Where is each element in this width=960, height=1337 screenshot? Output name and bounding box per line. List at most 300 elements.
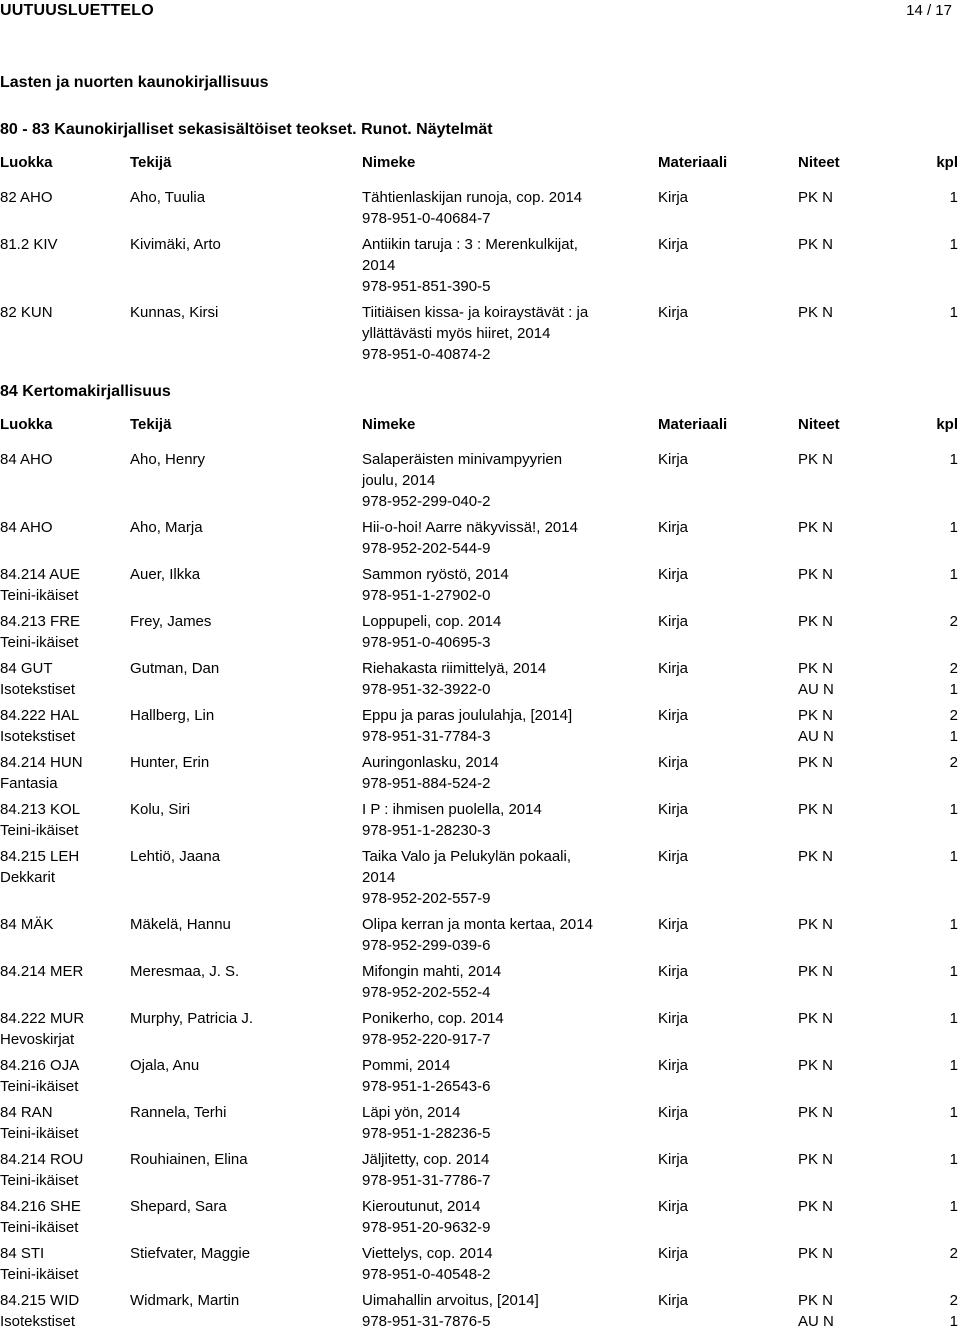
kpl-cell: [950, 914, 958, 935]
niteet-cell-line: PK N: [798, 304, 834, 321]
kpl-cell: [950, 705, 958, 747]
column-materiaali: Materiaali: [658, 416, 728, 433]
materiaali-cell: Kirja: [658, 1198, 689, 1215]
nimeke-cell-line: 978-951-0-40548-2: [362, 1266, 491, 1283]
tekija-cell: Lehtiö, Jaana: [130, 848, 221, 865]
luokka-cell-line: Hevoskirjat: [0, 1031, 75, 1048]
table-row: [0, 517, 960, 564]
kpl-cell: [950, 1290, 958, 1332]
nimeke-cell-line: Läpi yön, 2014: [362, 1104, 461, 1121]
table-row: [0, 1055, 960, 1102]
spacer: [0, 404, 960, 416]
nimeke-cell-line: Sammon ryöstö, 2014: [362, 566, 509, 583]
nimeke-cell: [362, 914, 593, 956]
luokka-cell-line: 84.216 SHE: [0, 1198, 81, 1215]
luokka-cell: [0, 1102, 78, 1144]
nimeke-cell-line: 978-951-0-40874-2: [362, 346, 491, 363]
luokka-cell-line: 84.222 HAL: [0, 707, 80, 724]
luokka-cell: [0, 705, 79, 747]
kpl-cell-line: 2: [949, 1245, 958, 1262]
kpl-cell-line: 1: [949, 963, 958, 980]
nimeke-cell-line: I P : ihmisen puolella, 2014: [362, 801, 542, 818]
spacer: [0, 438, 960, 449]
column-niteet: Niteet: [798, 154, 840, 171]
nimeke-cell-line: Ponikerho, cop. 2014: [362, 1010, 504, 1027]
nimeke-cell-line: Pommi, 2014: [362, 1057, 451, 1074]
kpl-cell-line: 1: [949, 566, 958, 583]
luokka-cell: [0, 1290, 79, 1332]
luokka-cell-line: 84.213 KOL: [0, 801, 81, 818]
tekija-cell: Widmark, Martin: [130, 1292, 240, 1309]
nimeke-cell-line: 978-951-1-28236-5: [362, 1125, 491, 1142]
nimeke-cell: [362, 564, 509, 606]
nimeke-cell: [362, 1055, 490, 1097]
table-row: [0, 658, 960, 705]
materiaali-cell: Kirja: [658, 304, 689, 321]
luokka-cell-line: 84 AHO: [0, 519, 53, 536]
page-number: 14 / 17: [906, 2, 952, 19]
nimeke-cell: [362, 1008, 504, 1050]
materiaali-cell: Kirja: [658, 1292, 689, 1309]
niteet-cell-line: PK N: [798, 1292, 834, 1309]
luokka-cell: [0, 799, 80, 841]
nimeke-cell-line: 978-951-851-390-5: [362, 278, 491, 295]
niteet-cell: [798, 752, 833, 773]
table-row: [0, 705, 960, 752]
nimeke-cell-line: Jäljitetty, cop. 2014: [362, 1151, 490, 1168]
niteet-cell-line: PK N: [798, 1104, 834, 1121]
table-row: [0, 1290, 960, 1337]
nimeke-cell-line: Tiitiäisen kissa- ja koiraystävät : ja: [362, 304, 589, 321]
nimeke-cell-line: 978-952-220-917-7: [362, 1031, 491, 1048]
table-row: [0, 1243, 960, 1290]
table-row: [0, 752, 960, 799]
nimeke-cell-line: Riehakasta riimittelyä, 2014: [362, 660, 547, 677]
nimeke-cell-line: 978-951-20-9632-9: [362, 1219, 491, 1236]
materiaali-cell: Kirja: [658, 754, 689, 771]
kpl-cell-line: 2: [949, 660, 958, 677]
nimeke-cell-line: 978-951-32-3922-0: [362, 681, 491, 698]
luokka-cell: [0, 1149, 83, 1191]
table-row: [0, 187, 960, 234]
nimeke-cell-line: Kieroutunut, 2014: [362, 1198, 481, 1215]
luokka-cell: [0, 449, 53, 470]
materiaali-cell: Kirja: [658, 707, 689, 724]
niteet-cell: [798, 658, 834, 700]
nimeke-cell: [362, 611, 501, 653]
section-title: 84 Kertomakirjallisuus: [0, 383, 171, 400]
luokka-cell: [0, 752, 83, 794]
niteet-cell: [798, 1055, 833, 1076]
luokka-cell-line: 84 STI: [0, 1245, 45, 1262]
nimeke-cell: [362, 799, 542, 841]
luokka-cell: [0, 234, 58, 255]
tekija-cell: Ojala, Anu: [130, 1057, 200, 1074]
niteet-cell: [798, 1290, 834, 1332]
nimeke-cell: [362, 234, 578, 297]
materiaali-cell: Kirja: [658, 963, 689, 980]
materiaali-cell: Kirja: [658, 916, 689, 933]
niteet-cell: [798, 1102, 833, 1123]
nimeke-cell-line: 978-952-202-552-4: [362, 984, 491, 1001]
kpl-cell: [950, 187, 958, 208]
table-row: [0, 1008, 960, 1055]
luokka-cell: [0, 914, 53, 935]
niteet-cell-line: PK N: [798, 613, 834, 630]
nimeke-cell-line: Auringonlasku, 2014: [362, 754, 499, 771]
nimeke-cell-line: 978-951-31-7876-5: [362, 1313, 491, 1330]
niteet-cell-line: PK N: [798, 236, 834, 253]
nimeke-cell-line: Antiikin taruja : 3 : Merenkulkijat,: [362, 236, 578, 253]
column-nimeke: Nimeke: [362, 416, 416, 433]
luokka-cell-line: 84 GUT: [0, 660, 53, 677]
niteet-cell-line: PK N: [798, 1198, 834, 1215]
kpl-cell: [950, 611, 958, 632]
materiaali-cell: Kirja: [658, 1151, 689, 1168]
luokka-cell-line: 84.214 AUE: [0, 566, 81, 583]
materiaali-cell: Kirja: [658, 1057, 689, 1074]
luokka-cell-line: Teini-ikäiset: [0, 1219, 79, 1236]
nimeke-cell-line: 2014: [362, 257, 396, 274]
kpl-cell: [950, 1055, 958, 1076]
luokka-cell: [0, 1055, 79, 1097]
tekija-cell: Rouhiainen, Elina: [130, 1151, 248, 1168]
kpl-cell: [950, 517, 958, 538]
niteet-cell: [798, 914, 833, 935]
niteet-cell: [798, 961, 833, 982]
nimeke-cell: [362, 302, 588, 365]
luokka-cell-line: 84 MÄK: [0, 916, 54, 933]
niteet-cell-line: PK N: [798, 566, 834, 583]
tekija-cell: Hallberg, Lin: [130, 707, 215, 724]
luokka-cell-line: Teini-ikäiset: [0, 634, 79, 651]
table-row: [0, 449, 960, 517]
niteet-cell: [798, 799, 833, 820]
tekija-cell: Auer, Ilkka: [130, 566, 201, 583]
table-row: [0, 961, 960, 1008]
nimeke-cell-line: Viettelys, cop. 2014: [362, 1245, 493, 1262]
luokka-cell-line: Teini-ikäiset: [0, 1078, 79, 1095]
luokka-cell-line: 84.215 WID: [0, 1292, 80, 1309]
column-niteet: Niteet: [798, 416, 840, 433]
luokka-cell-line: Teini-ikäiset: [0, 1125, 79, 1142]
luokka-cell-line: 84 AHO: [0, 451, 53, 468]
nimeke-cell-line: yllättävästi myös hiiret, 2014: [362, 325, 551, 342]
kpl-cell: [950, 1196, 958, 1217]
luokka-cell-line: 84.215 LEH: [0, 848, 80, 865]
kpl-cell-line: 1: [949, 848, 958, 865]
materiaali-cell: Kirja: [658, 1104, 689, 1121]
luokka-cell-line: 81.2 KIV: [0, 236, 58, 253]
niteet-cell-line: PK N: [798, 1010, 834, 1027]
niteet-cell: [798, 1149, 833, 1170]
kpl-cell-line: 1: [949, 1198, 958, 1215]
luokka-cell: [0, 187, 53, 208]
tekija-cell: Hunter, Erin: [130, 754, 210, 771]
luokka-cell-line: Teini-ikäiset: [0, 587, 79, 604]
nimeke-cell-line: Salaperäisten minivampyyrien: [362, 451, 563, 468]
kpl-cell-line: 1: [949, 1313, 958, 1330]
materiaali-cell: Kirja: [658, 1010, 689, 1027]
niteet-cell: [798, 234, 833, 255]
luokka-cell: [0, 846, 79, 888]
nimeke-cell-line: 978-951-31-7786-7: [362, 1172, 491, 1189]
niteet-cell: [798, 611, 833, 632]
luokka-cell: [0, 517, 53, 538]
page-heading: Lasten ja nuorten kaunokirjallisuus: [0, 74, 269, 91]
nimeke-cell-line: 978-952-202-544-9: [362, 540, 491, 557]
tekija-cell: Mäkelä, Hannu: [130, 916, 231, 933]
nimeke-cell-line: 978-951-31-7784-3: [362, 728, 491, 745]
luokka-cell: [0, 1008, 84, 1050]
nimeke-cell-line: 978-951-1-26543-6: [362, 1078, 491, 1095]
nimeke-cell-line: 978-952-299-040-2: [362, 493, 491, 510]
materiaali-cell: Kirja: [658, 660, 689, 677]
luokka-cell-line: Fantasia: [0, 775, 58, 792]
kpl-cell-line: 1: [949, 916, 958, 933]
kpl-cell-line: 2: [949, 754, 958, 771]
nimeke-cell-line: Tähtienlaskijan runoja, cop. 2014: [362, 189, 583, 206]
kpl-cell-line: 1: [949, 304, 958, 321]
niteet-cell: [798, 517, 833, 538]
nimeke-cell: [362, 449, 562, 512]
kpl-cell-line: 1: [949, 728, 958, 745]
kpl-cell-line: 1: [949, 1057, 958, 1074]
tekija-cell: Kivimäki, Arto: [130, 236, 221, 253]
spacer: [0, 142, 960, 154]
materiaali-cell: Kirja: [658, 189, 689, 206]
niteet-cell-line: PK N: [798, 754, 834, 771]
materiaali-cell: Kirja: [658, 236, 689, 253]
nimeke-cell: [362, 517, 578, 559]
luokka-cell: [0, 961, 83, 982]
kpl-cell-line: 1: [949, 1104, 958, 1121]
nimeke-cell-line: Uimahallin arvoitus, [2014]: [362, 1292, 539, 1309]
materiaali-cell: Kirja: [658, 1245, 689, 1262]
niteet-cell: [798, 449, 833, 470]
kpl-cell: [950, 752, 958, 773]
luokka-cell: [0, 611, 80, 653]
niteet-cell: [798, 1243, 833, 1264]
table-header: [0, 416, 960, 438]
niteet-cell-line: PK N: [798, 1245, 834, 1262]
page-header: [0, 0, 960, 24]
luokka-cell-line: Isotekstiset: [0, 1313, 76, 1330]
nimeke-cell-line: Hii-o-hoi! Aarre näkyvissä!, 2014: [362, 519, 578, 536]
luokka-cell: [0, 658, 75, 700]
catalog-title: UUTUUSLUETTELO: [0, 2, 154, 19]
table-row: [0, 1102, 960, 1149]
tekija-cell: Rannela, Terhi: [130, 1104, 227, 1121]
niteet-cell: [798, 705, 834, 747]
niteet-cell-line: PK N: [798, 848, 834, 865]
kpl-cell-line: 1: [949, 519, 958, 536]
kpl-cell: [950, 564, 958, 585]
table-row: [0, 846, 960, 914]
luokka-cell-line: Isotekstiset: [0, 728, 76, 745]
luokka-cell: [0, 564, 80, 606]
nimeke-cell-line: Mifongin mahti, 2014: [362, 963, 502, 980]
luokka-cell-line: 82 AHO: [0, 189, 53, 206]
luokka-cell-line: 84.222 MUR: [0, 1010, 85, 1027]
nimeke-cell-line: Taika Valo ja Pelukylän pokaali,: [362, 848, 572, 865]
niteet-cell: [798, 846, 833, 867]
nimeke-cell-line: 2014: [362, 869, 396, 886]
luokka-cell-line: 82 KUN: [0, 304, 53, 321]
niteet-cell-line: PK N: [798, 519, 834, 536]
tekija-cell: Frey, James: [130, 613, 212, 630]
nimeke-cell-line: 978-951-884-524-2: [362, 775, 491, 792]
kpl-cell: [950, 1149, 958, 1170]
nimeke-cell: [362, 705, 572, 747]
nimeke-cell: [362, 187, 582, 229]
luokka-cell-line: Dekkarit: [0, 869, 56, 886]
nimeke-cell-line: Eppu ja paras joululahja, [2014]: [362, 707, 573, 724]
luokka-cell-line: Isotekstiset: [0, 681, 76, 698]
table-row: [0, 799, 960, 846]
column-luokka: Luokka: [0, 416, 53, 433]
section-poetry: [0, 118, 960, 370]
table-row: [0, 1196, 960, 1243]
column-nimeke: Nimeke: [362, 154, 416, 171]
nimeke-cell: [362, 1149, 490, 1191]
niteet-cell-line: PK N: [798, 660, 834, 677]
tekija-cell: Kolu, Siri: [130, 801, 191, 818]
section-title: 80 - 83 Kaunokirjalliset sekasisältöiset teokset. Runot. Näytelmät: [0, 121, 493, 138]
niteet-cell: [798, 302, 833, 323]
materiaali-cell: Kirja: [658, 613, 689, 630]
materiaali-cell: Kirja: [658, 519, 689, 536]
tekija-cell: Aho, Marja: [130, 519, 203, 536]
nimeke-cell-line: 978-951-1-27902-0: [362, 587, 491, 604]
nimeke-cell: [362, 961, 501, 1003]
nimeke-cell-line: 978-951-0-40684-7: [362, 210, 491, 227]
spacer: [0, 176, 960, 187]
kpl-cell: [950, 302, 958, 323]
table-row: [0, 564, 960, 611]
niteet-cell-line: PK N: [798, 963, 834, 980]
luokka-cell-line: 84.216 OJA: [0, 1057, 80, 1074]
materiaali-cell: Kirja: [658, 801, 689, 818]
column-kpl: kpl: [936, 416, 958, 433]
luokka-cell-line: Teini-ikäiset: [0, 1172, 79, 1189]
kpl-cell-line: 1: [949, 1010, 958, 1027]
luokka-cell-line: 84.214 MER: [0, 963, 84, 980]
niteet-cell-line: PK N: [798, 451, 834, 468]
kpl-cell-line: 1: [949, 236, 958, 253]
nimeke-cell-line: 978-951-1-28230-3: [362, 822, 491, 839]
niteet-cell: [798, 564, 833, 585]
kpl-cell: [950, 234, 958, 255]
nimeke-cell-line: Loppupeli, cop. 2014: [362, 613, 502, 630]
niteet-cell: [798, 187, 833, 208]
section-fiction: [0, 380, 960, 1337]
nimeke-cell-line: Olipa kerran ja monta kertaa, 2014: [362, 916, 593, 933]
niteet-cell: [798, 1008, 833, 1029]
kpl-cell: [950, 1243, 958, 1264]
tekija-cell: Shepard, Sara: [130, 1198, 227, 1215]
nimeke-cell: [362, 846, 571, 909]
luokka-cell: [0, 1243, 78, 1285]
kpl-cell-line: 1: [949, 189, 958, 206]
niteet-cell-line: AU N: [798, 728, 834, 745]
kpl-cell-line: 2: [949, 707, 958, 724]
kpl-cell-line: 2: [949, 1292, 958, 1309]
table-row: [0, 914, 960, 961]
column-luokka: Luokka: [0, 154, 53, 171]
kpl-cell: [950, 1102, 958, 1123]
nimeke-cell-line: 978-952-202-557-9: [362, 890, 491, 907]
kpl-cell-line: 1: [949, 801, 958, 818]
kpl-cell-line: 1: [949, 1151, 958, 1168]
tekija-cell: Gutman, Dan: [130, 660, 220, 677]
nimeke-cell: [362, 658, 546, 700]
table-row: [0, 611, 960, 658]
niteet-cell-line: PK N: [798, 1057, 834, 1074]
column-materiaali: Materiaali: [658, 154, 728, 171]
materiaali-cell: Kirja: [658, 566, 689, 583]
table-row: [0, 234, 960, 302]
kpl-cell: [950, 449, 958, 470]
niteet-cell-line: PK N: [798, 189, 834, 206]
tekija-cell: Aho, Henry: [130, 451, 206, 468]
tekija-cell: Stiefvater, Maggie: [130, 1245, 251, 1262]
nimeke-cell-line: joulu, 2014: [362, 472, 436, 489]
niteet-cell-line: PK N: [798, 707, 834, 724]
tekija-cell: Kunnas, Kirsi: [130, 304, 219, 321]
luokka-cell: [0, 302, 53, 323]
luokka-cell: [0, 1196, 81, 1238]
niteet-cell-line: PK N: [798, 801, 834, 818]
luokka-cell-line: 84.214 ROU: [0, 1151, 84, 1168]
table-row: [0, 302, 960, 370]
tekija-cell: Meresmaa, J. S.: [130, 963, 240, 980]
niteet-cell-line: AU N: [798, 681, 834, 698]
luokka-cell-line: 84.213 FRE: [0, 613, 81, 630]
nimeke-cell-line: 978-952-299-039-6: [362, 937, 491, 954]
kpl-cell: [950, 658, 958, 700]
kpl-cell: [950, 961, 958, 982]
luokka-cell-line: 84.214 HUN: [0, 754, 83, 771]
kpl-cell-line: 2: [949, 613, 958, 630]
nimeke-cell: [362, 1196, 490, 1238]
luokka-cell-line: Teini-ikäiset: [0, 822, 79, 839]
nimeke-cell-line: 978-951-0-40695-3: [362, 634, 491, 651]
kpl-cell: [950, 846, 958, 867]
nimeke-cell: [362, 1290, 539, 1332]
niteet-cell-line: PK N: [798, 1151, 834, 1168]
kpl-cell-line: 1: [949, 451, 958, 468]
luokka-cell-line: 84 RAN: [0, 1104, 53, 1121]
kpl-cell: [950, 1008, 958, 1029]
table-header: [0, 154, 960, 176]
column-tekija: Tekijä: [130, 154, 172, 171]
tekija-cell: Aho, Tuulia: [130, 189, 206, 206]
materiaali-cell: Kirja: [658, 848, 689, 865]
nimeke-cell: [362, 1243, 493, 1285]
nimeke-cell: [362, 1102, 490, 1144]
kpl-cell: [950, 799, 958, 820]
materiaali-cell: Kirja: [658, 451, 689, 468]
column-kpl: kpl: [936, 154, 958, 171]
niteet-cell-line: AU N: [798, 1313, 834, 1330]
luokka-cell-line: Teini-ikäiset: [0, 1266, 79, 1283]
niteet-cell: [798, 1196, 833, 1217]
kpl-cell-line: 1: [949, 681, 958, 698]
nimeke-cell: [362, 752, 499, 794]
table-row: [0, 1149, 960, 1196]
niteet-cell-line: PK N: [798, 916, 834, 933]
